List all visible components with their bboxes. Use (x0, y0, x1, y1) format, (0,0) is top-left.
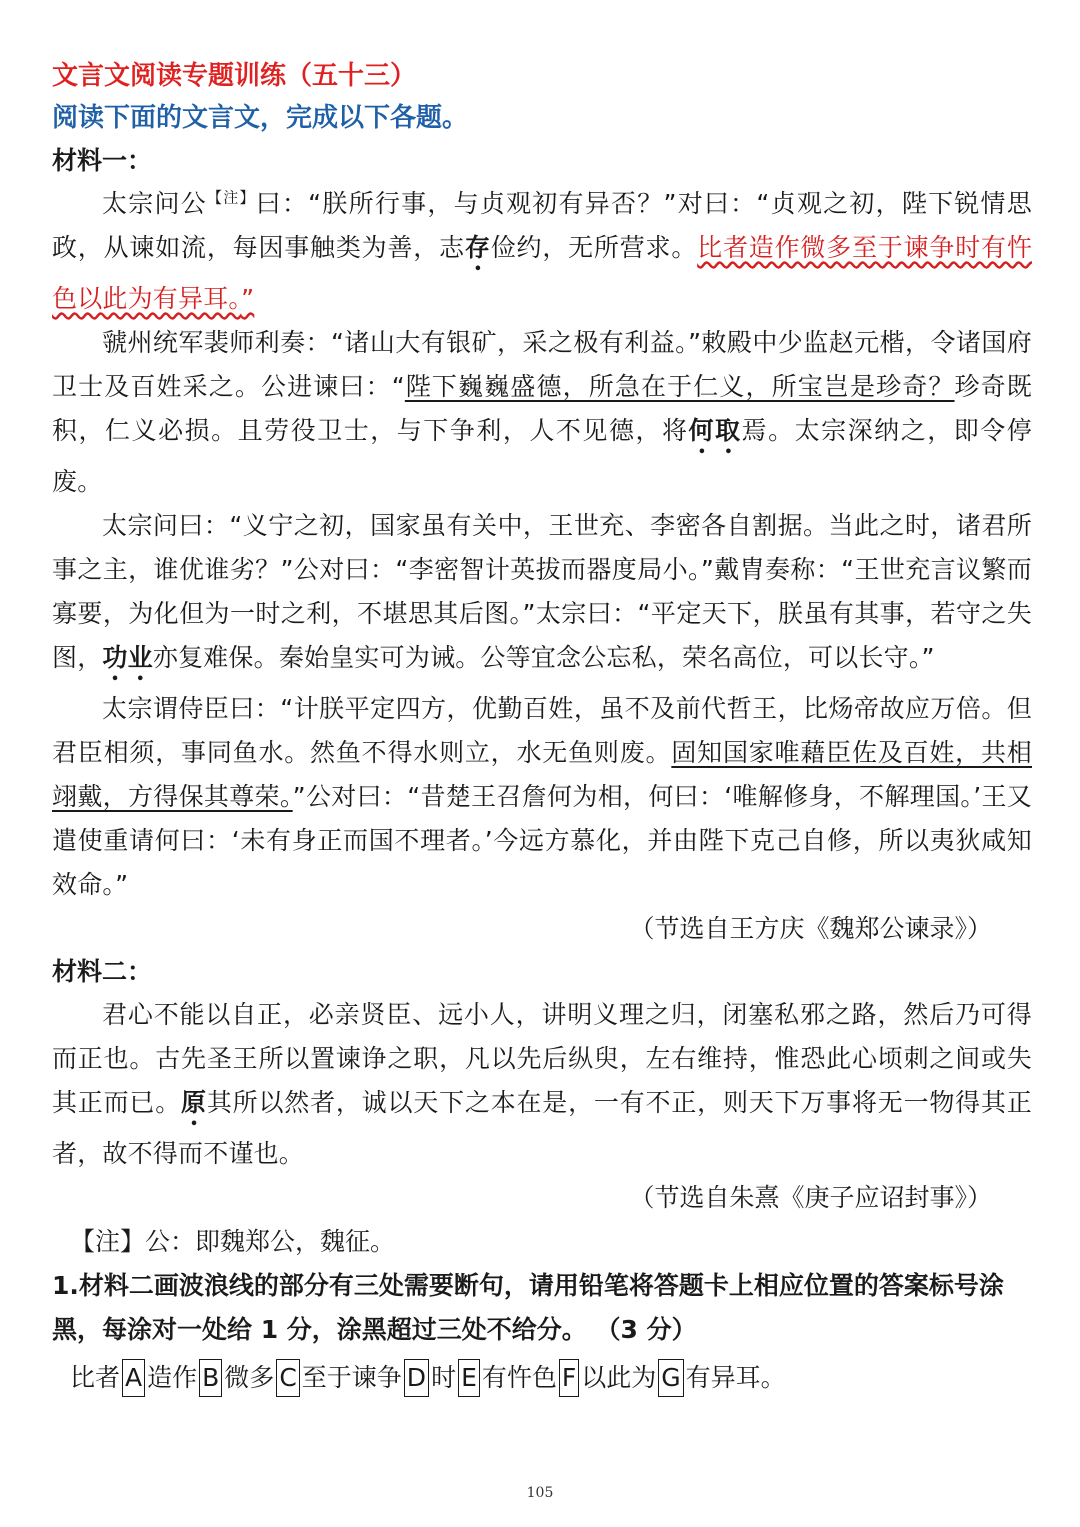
closing-quote: ” (241, 284, 255, 313)
material-1-paragraph-4 (52, 687, 1032, 907)
option-e-box[interactable]: E (458, 1359, 480, 1397)
option-d-box[interactable]: D (404, 1359, 429, 1397)
material-2-label: 材料二： (52, 957, 153, 986)
question-1-text: 1.材料二画波浪线的部分有三处需要断句，请用铅笔将答题卡上相应位置的答案标号涂黑，每涂对一处给 1 分，涂黑超过三处不给分。 （3 分） (52, 1271, 1004, 1344)
segment-text: 微多 (224, 1363, 275, 1392)
material-2-source: （节选自朱熹《庚子应诏封事》） (629, 1183, 992, 1212)
wavy-underlined-sentence: 比者造作微多至于谏争时有忤色以此为有异耳。 (52, 233, 1033, 313)
text-run: 亦复难保。秦始皇实可为诫。公等宜念公忘私，荣名高位，可以长守。” (152, 643, 935, 672)
material-1-source: （节选自王方庆《魏郑公谏录》） (629, 914, 992, 943)
text-run: 其所以然者，诚以天下之本在是，一有不正，则天下万事将无一物得其正者，故不得而不谨也。 (52, 1088, 1032, 1168)
text-run: 焉。太宗深纳之，即令停废。 (52, 416, 1032, 496)
note-marker: 【注】 (206, 188, 256, 207)
segment-text: 造作 (147, 1363, 198, 1392)
segment-text: 时 (431, 1363, 457, 1392)
sentence-break-options (70, 1356, 1032, 1400)
emphasized-word: 功业 (102, 643, 153, 672)
text-run: 曰：“朕所行事，与贞观初有异否？”对曰：“贞观之初，陛下锐情思政，从谏如流，每因事触类为善，志 (52, 189, 1032, 262)
text-run: 太宗问公 (102, 189, 207, 218)
document-page (52, 56, 1032, 1400)
option-g-box[interactable]: G (658, 1359, 683, 1397)
text-run: 君心不能以自正，必亲贤臣、远小人，讲明义理之归，闭塞私邪之路，然后乃可得而正也。古先圣王所以置谏诤之职，凡以先后纵臾，左右维持，惟恐此心顷刺之间或失其正而已。 (52, 1000, 1032, 1117)
material-1-paragraph-3 (52, 504, 1032, 687)
segment-text: 至于谏争 (301, 1363, 402, 1392)
text-run: ”公对曰：“昔楚王召詹何为相，何曰：‘唯解修身，不解理国。’王又遣使重请何曰：‘未有身正而国不理者。’今远方慕化，并由陛下克己自修，所以夷狄咸知效命。” (52, 782, 1032, 899)
option-f-box[interactable]: F (559, 1359, 579, 1397)
segment-text: 有忤色 (481, 1363, 557, 1392)
material-1-paragraph-2 (52, 321, 1032, 504)
page-number: 105 (526, 1485, 554, 1501)
material-1-label: 材料一： (52, 146, 153, 175)
text-run: 俭约，无所营求。 (490, 233, 698, 262)
emphasized-word: 原 (181, 1088, 207, 1117)
segment-text: 比者 (70, 1363, 121, 1392)
text-run: 太宗问曰：“义宁之初，国家虽有关中，王世充、李密各自割据。当此之时，诸君所事之主，谁优谁劣？”公对曰：“李密智计英拔而器度局小。”戴胄奏称：“王世充言议繁而寡要，为化但为一时之利，不堪思其后图。”太宗曰：“平定天下，朕虽有其事，若守之失图， (52, 511, 1032, 672)
underlined-sentence: 固知国家唯藉臣佐及百姓，共相翊戴，方得保其尊荣。 (52, 738, 1032, 811)
option-a-box[interactable]: A (122, 1359, 145, 1397)
underlined-sentence: 陛下巍巍盛德，所急在于仁义，所宝岂是珍奇？ (404, 372, 955, 401)
text-run: 虢州统军裴师利奏：“诸山大有银矿，采之极有利益。”敕殿中少监赵元楷，令诸国府卫士及百姓采之。公进谏曰：“ (52, 328, 1032, 401)
segment-text: 有异耳。 (685, 1363, 786, 1392)
option-b-box[interactable]: B (199, 1359, 222, 1397)
emphasized-word: 何取 (688, 416, 742, 445)
footnote: 【注】公：即魏郑公，魏征。 (70, 1227, 396, 1256)
text-run: 太宗谓侍臣曰：“计朕平定四方，优勤百姓，虽不及前代哲王，比炀帝故应万倍。但君臣相须，事同鱼水。然鱼不得水则立，水无鱼则废。 (52, 694, 1032, 767)
segment-text: 以此为 (581, 1363, 657, 1392)
page-title: 文言文阅读专题训练（五十三） (52, 61, 417, 91)
text-run: 珍奇既积，仁义必损。且劳役卫士，与下争利，人不见德，将 (52, 372, 1032, 445)
material-2-paragraph-1 (52, 993, 1032, 1176)
option-c-box[interactable]: C (276, 1359, 299, 1397)
material-1-paragraph-1 (52, 182, 1032, 321)
instruction: 阅读下面的文言文，完成以下各题。 (52, 103, 469, 133)
emphasized-word: 存 (464, 233, 491, 262)
